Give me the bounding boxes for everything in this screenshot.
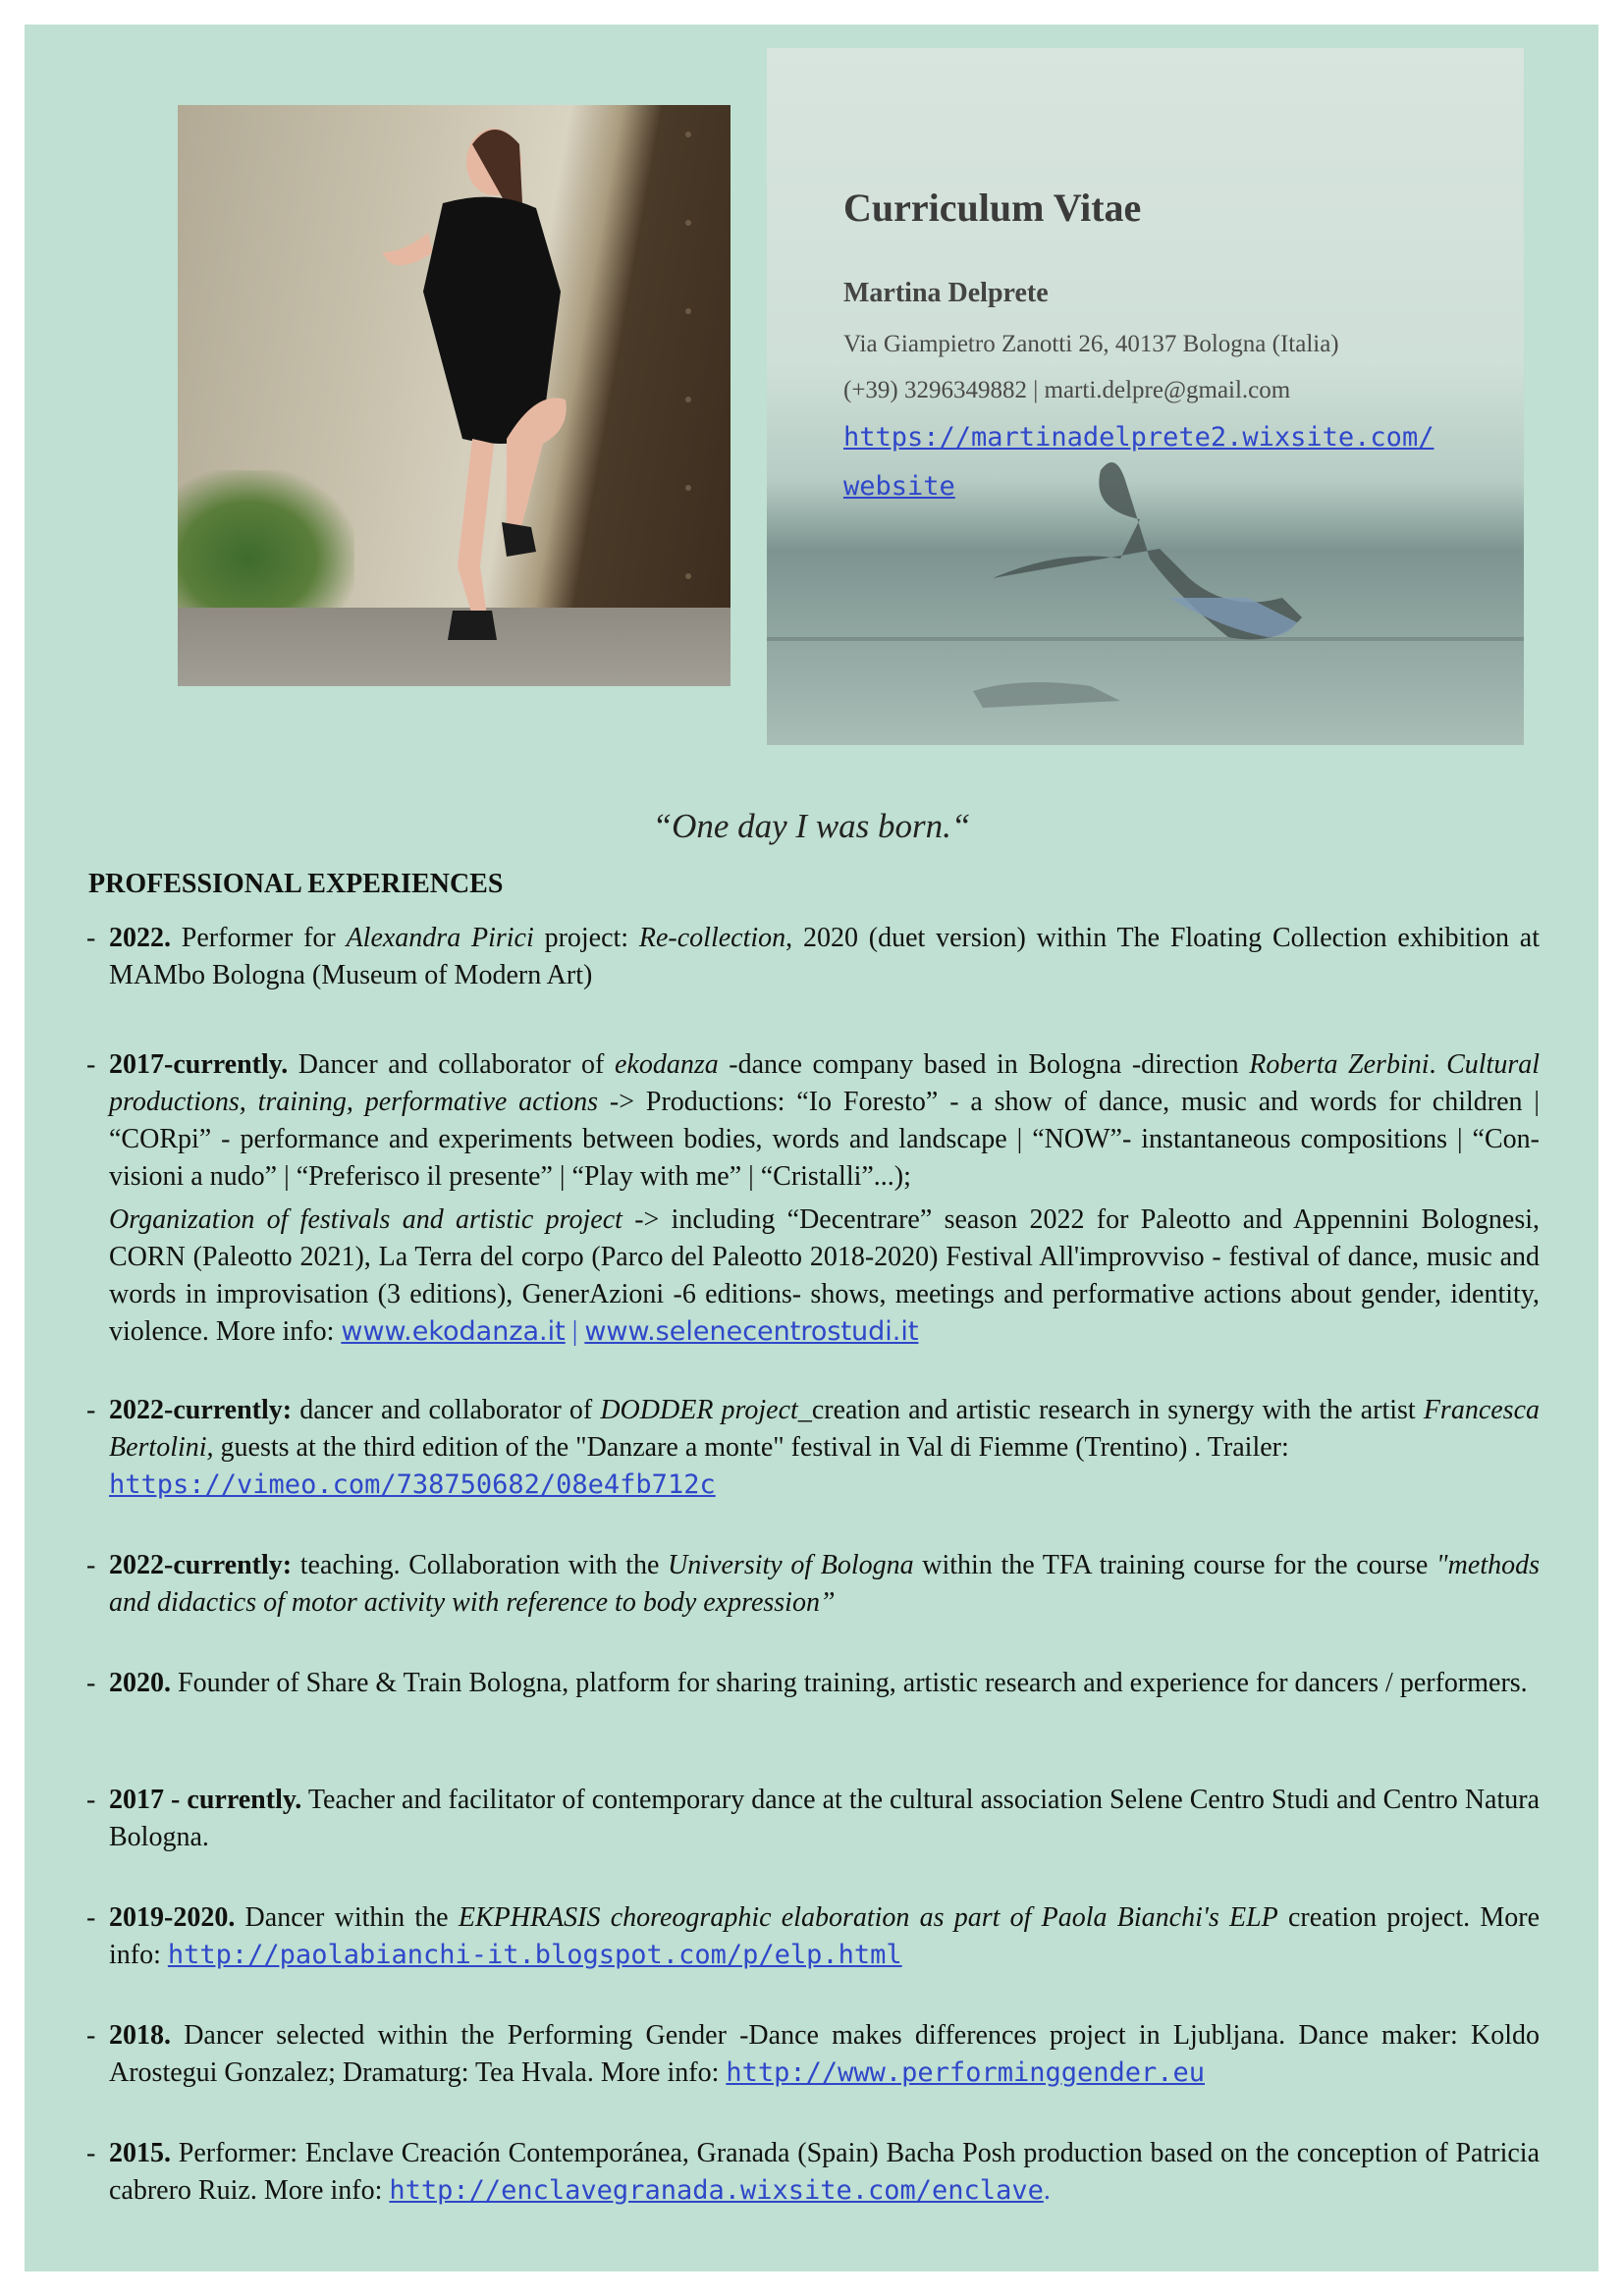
cv-title: Curriculum Vitae — [843, 186, 1142, 230]
entry-text: project: — [533, 923, 639, 953]
paolabianchi-link[interactable]: http://paolabianchi-it.blogspot.com/p/elp.html — [167, 1940, 902, 1970]
entry-italic: Alexandra Pirici — [346, 923, 534, 953]
entry-text: creation project. More info: — [109, 1902, 1540, 1970]
experience-entry — [86, 1899, 1540, 1974]
list-dash: - — [86, 1668, 96, 1698]
contact-line: (+39) 3296349882 | marti.delpre@gmail.com — [843, 377, 1291, 403]
entry-year: 2017-currently. — [109, 1049, 289, 1080]
performinggender-link[interactable]: http://www.performinggender.eu — [726, 2057, 1206, 2088]
entry-year: 2015. — [109, 2138, 171, 2168]
entry-text: teaching. Collaboration with the — [292, 1550, 669, 1580]
list-dash: - — [86, 2138, 96, 2168]
entry-italic: ekodanza — [614, 1049, 719, 1080]
vimeo-trailer-link[interactable]: https://vimeo.com/738750682/08e4fb712c — [109, 1469, 716, 1500]
quote: “One day I was born.“ — [652, 807, 971, 845]
applicant-name: Martina Delprete — [843, 278, 1049, 308]
experience-entry — [86, 1782, 1540, 1856]
entry-text: -> Productions: “Io Foresto” - a show of dance, music and words for children | “CORpi” - performance and experiments between bodies, words and landscape | “NOW”- instantaneous compositions | “Con-visioni a nudo” | “Preferisco il presente” | “Play with me” | “Cristalli”...); — [109, 1087, 1540, 1192]
website-url-link[interactable]: https://martinadelprete2.wixsite.com/ — [843, 422, 1434, 453]
entry-text: -> including “Decentrare” season 2022 for Paleotto and Appennini Bolognesi, CORN (Paleotto 2021), La Terra del corpo (Parco del Paleotto 2018-2020) Festival All'improvviso - festival of dance, music and words in improvisation (3 editions), GenerAzioni -6 editions- shows, meetings and performative actions about gender, identity, violence. More info: — [109, 1204, 1541, 1347]
entry-text: Performer for — [171, 923, 347, 953]
entry-year: 2017 - currently. — [109, 1785, 302, 1815]
list-dash: - — [86, 1550, 96, 1580]
entry-text: Dancer selected within the Performing Gender -Dance makes differences project in Ljubljana. Dance maker: Koldo Arostegui Gonzalez; Dramaturg: Tea Hvala. More info: — [109, 2020, 1540, 2088]
entry-text: Performer: Enclave Creación Contemporánea, Granada (Spain) Bacha Posh production based on the conception of Patricia cabrero Ruiz. More info: — [109, 2138, 1540, 2206]
experience-entry — [86, 1665, 1540, 1702]
entry-italic: EKPHRASIS choreographic elaboration as part of Paola Bianchi's ELP — [458, 1902, 1278, 1933]
entry-text: _creation and artistic research in synergy with the artist — [797, 1395, 1424, 1425]
entry-italic: University of Bologna — [668, 1550, 914, 1580]
entry-text: , 2020 (duet version) within The Floating Collection exhibition at MAMbo Bologna (Museum of Modern Art) — [109, 923, 1540, 990]
entry-italic: Re-collection — [638, 923, 786, 953]
entry-text: . — [1043, 2175, 1051, 2206]
experience-entry — [86, 1392, 1540, 1504]
entry-italic: Francesca Bertolini, — [109, 1395, 1540, 1463]
entry-text: Dancer within the — [235, 1902, 459, 1933]
entry-year: 2022-currently: — [109, 1395, 293, 1425]
entry-year: 2018. — [109, 2020, 171, 2051]
dancer-figure-illustration — [178, 105, 730, 686]
entry-text: guests at the third edition of the "Danzare a monte" festival in Val di Fiemme (Trentino) . Trailer: — [213, 1432, 1289, 1463]
selenecentrostudi-link[interactable]: www.selenecentrostudi.it — [584, 1316, 919, 1347]
list-dash: - — [86, 2020, 96, 2051]
entry-year: 2022. — [109, 923, 171, 953]
list-dash: - — [86, 1395, 96, 1425]
entry-text: dancer and collaborator of — [292, 1395, 601, 1425]
enclavegranada-link[interactable]: http://enclavegranada.wixsite.com/enclave — [389, 2175, 1044, 2206]
entry-year: 2019-2020. — [109, 1902, 236, 1933]
entry-text: Dancer and collaborator of — [288, 1049, 615, 1080]
entry-text: . — [1429, 1049, 1447, 1080]
experience-entry — [86, 2135, 1540, 2210]
entry-italic: "methods and didactics of motor activity with reference to body expression” — [109, 1550, 1541, 1618]
entry-year: 2022-currently: — [109, 1550, 293, 1580]
entry-text: Teacher and facilitator of contemporary dance at the cultural association Selene Centro Studi and Centro Natura Bologna. — [109, 1785, 1541, 1852]
link-separator: | — [565, 1316, 585, 1347]
entry-text: within the TFA training course for the course — [913, 1550, 1436, 1580]
experience-entry — [86, 2017, 1540, 2092]
list-dash: - — [86, 1785, 96, 1815]
portrait-photo-outdoor — [178, 105, 730, 686]
experience-entry — [86, 1046, 1540, 1351]
list-dash: - — [86, 1049, 96, 1080]
entry-italic: DODDER project — [600, 1395, 798, 1425]
ekodanza-link[interactable]: www.ekodanza.it — [341, 1316, 566, 1347]
entry-year: 2020. — [109, 1668, 171, 1698]
section-title: PROFESSIONAL EXPERIENCES — [88, 869, 504, 899]
list-dash: - — [86, 923, 96, 953]
experience-entry — [86, 1547, 1540, 1622]
entry-text: Founder of Share & Train Bologna, platform for sharing training, artistic research and experience for dancers / performers. — [171, 1668, 1528, 1698]
entry-italic: Organization of festivals and artistic project — [109, 1204, 622, 1235]
address-line: Via Giampietro Zanotti 26, 40137 Bologna (Italia) — [843, 331, 1339, 357]
experience-entry — [86, 920, 1540, 994]
entry-italic: Cultural productions, training, performative actions — [109, 1049, 1541, 1117]
entry-italic: Roberta Zerbini — [1249, 1049, 1430, 1080]
entry-text: -dance company based in Bologna -direction — [718, 1049, 1250, 1080]
website-label-link[interactable]: website — [843, 471, 955, 502]
list-dash: - — [86, 1902, 96, 1933]
